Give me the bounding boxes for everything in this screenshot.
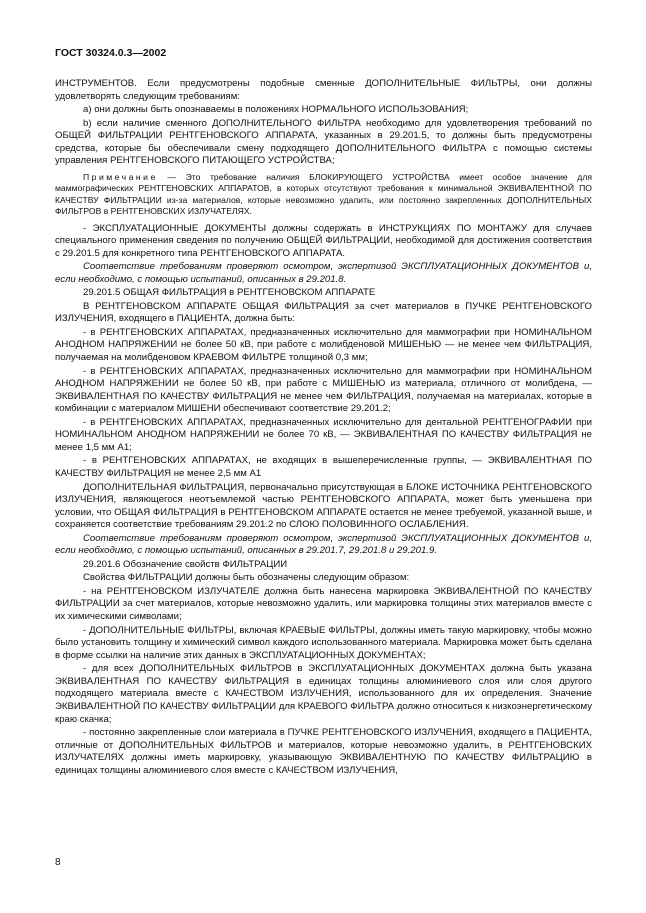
note-text: — Это требование наличия БЛОКИРУЮЩЕГО УСТРОЙСТВА имеет особое значение для маммографических РЕНТГЕНОВСКИХ АППАРАТОВ, в которых отсутствуют требования к минимальной ЭКВИВАЛЕНТНОЙ ПО КАЧЕСТВУ ФИЛЬТРАЦИИ из-за материалов, которые невозможно удалить, или постоянно закрепленных ДОПОЛНИТЕЛЬНЫХ ФИЛЬТРОВ в РЕНТГЕНОВСКИХ ИЗЛУЧАТЕЛЯХ. [55,171,592,217]
compliance-note: Соответствие требованиям проверяют осмотром, экспертизой ЭКСПЛУАТАЦИОННЫХ ДОКУМЕНТОВ и, если необходимо, с помощью испытаний, описанных в 29.201.7, 29.201.8 и 29.201.9. [55,532,592,557]
paragraph: - ЭКСПЛУАТАЦИОННЫЕ ДОКУМЕНТЫ должны содержать в ИНСТРУКЦИЯХ ПО МОНТАЖУ для случаев специального применения сведения по получению ОБЩЕЙ ФИЛЬТРАЦИИ, необходимой для достижения соответствия с 29.201.5 для конкретного типа РЕНТГЕНОВСКОГО АППАРАТА. [55,222,592,259]
page-number: 8 [55,857,61,868]
document-body [55,78,592,778]
note [55,172,592,218]
list-item: b) если наличие сменного ДОПОЛНИТЕЛЬНОГО ФИЛЬТРА необходимо для удовлетворения требований по ОБЩЕЙ ФИЛЬТРАЦИИ РЕНТГЕНОВСКОГО АППАРАТА, указанных в 29.201.5, то должны быть предусмотрены средства, которые бы обеспечивали смену подходящего ДОПОЛНИТЕЛЬНОГО ФИЛЬТРА с помощью системы управления РЕНТГЕНОВСКОГО ПИТАЮЩЕГО УСТРОЙСТВА; [55,117,592,167]
list-item: - в РЕНТГЕНОВСКИХ АППАРАТАХ, предназначенных исключительно для маммографии при НОМИНАЛЬНОМ АНОДНОМ НАПРЯЖЕНИИ не более 50 кВ, при работе с молибденовой МИШЕНЬЮ — не менее чем ФИЛЬТРАЦИЯ, получаемая на молибденовом КРАЕВОМ ФИЛЬТРЕ толщиной 0,3 мм; [55,326,592,364]
paragraph: Свойства ФИЛЬТРАЦИИ должны быть обозначены следующим образом: [83,572,410,584]
paragraph: ДОПОЛНИТЕЛЬНАЯ ФИЛЬТРАЦИЯ, первоначально присутствующая в БЛОКЕ ИСТОЧНИКА РЕНТГЕНОВСКОГО ИЗЛУЧЕНИЯ, являющегося неотъемлемой частью РЕНТГЕНОВСКОГО АППАРАТА, может быть уменьшена при условии, что ОБЩАЯ ФИЛЬТРАЦИЯ в РЕНТГЕНОВСКОМ АППАРАТЕ остается не менее требуемой, указанной выше, и сохраняется соответствие требованиям 29.201.2 по СЛОЮ ПОЛОВИННОГО ОСЛАБЛЕНИЯ. [55,481,592,531]
compliance-note: Соответствие требованиям проверяют осмотром, экспертизой ЭКСПЛУАТАЦИОННЫХ ДОКУМЕНТОВ и, если необходимо, с помощью испытаний, описанных в 29.201.8. [55,261,592,285]
section-heading: 29.201.5 ОБЩАЯ ФИЛЬТРАЦИЯ в РЕНТГЕНОВСКОМ АППАРАТЕ [83,287,376,299]
list-item: - для всех ДОПОЛНИТЕЛЬНЫХ ФИЛЬТРОВ в ЭКСПЛУАТАЦИОННЫХ ДОКУМЕНТАХ должна быть указана ЭКВИВАЛЕНТНАЯ ПО КАЧЕСТВУ ФИЛЬТРАЦИЯ в единицах толщины алюминиевого слоя или слоя другого подходящего материала вместе с КАЧЕСТВОМ ИЗЛУЧЕНИЯ, использованного для их определения. Значение ЭКВИВАЛЕНТНОЙ ПО КАЧЕСТВУ ФИЛЬТРАЦИИ для КРАЕВОГО ФИЛЬТРА должно относиться к низкоэнергетическому краю скачка; [55,663,592,725]
list-item: - в РЕНТГЕНОВСКИХ АППАРАТАХ, не входящих в вышеперечисленные группы, — ЭКВИВАЛЕНТНАЯ ПО КАЧЕСТВУ ФИЛЬТРАЦИЯ не менее 2,5 мм А1 [55,455,592,480]
list-item: - на РЕНТГЕНОВСКОМ ИЗЛУЧАТЕЛЕ должна быть нанесена маркировка ЭКВИВАЛЕНТНОЙ ПО КАЧЕСТВУ ФИЛЬТРАЦИИ за счет материалов, которые невозможно удалить, или маркировка толщины этих материалов вместе с их химическими символами; [55,585,592,623]
paragraph: В РЕНТГЕНОВСКОМ АППАРАТЕ ОБЩАЯ ФИЛЬТРАЦИЯ за счет материалов в ПУЧКЕ РЕНТГЕНОВСКОГО ИЗЛУЧЕНИЯ, входящего в ПАЦИЕНТА, должна быть: [55,300,592,325]
section-heading: 29.201.6 Обозначение свойств ФИЛЬТРАЦИИ [83,558,288,570]
list-item: - постоянно закрепленные слои материала в ПУЧКЕ РЕНТГЕНОВСКОГО ИЗЛУЧЕНИЯ, входящего в ПАЦИЕНТА, отличные от ДОПОЛНИТЕЛЬНЫХ ФИЛЬТРОВ и материалов, которые невозможно удалить, в РЕНТГЕНОВСКИХ ИЗЛУЧАТЕЛЯХ должны иметь маркировку, указывающую ЭКВИВАЛЕНТНУЮ ПО КАЧЕСТВУ ФИЛЬТРАЦИЮ в единицах толщины алюминиевого слоя вместе с КАЧЕСТВОМ ИЗЛУЧЕНИЯ, [55,727,592,776]
list-item: а) они должны быть опознаваемы в положениях НОРМАЛЬНОГО ИСПОЛЬЗОВАНИЯ; [83,104,469,116]
note-label: Примечание [83,171,158,182]
list-item: - ДОПОЛНИТЕЛЬНЫЕ ФИЛЬТРЫ, включая КРАЕВЫЕ ФИЛЬТРЫ, должны иметь такую маркировку, чтобы можно было установить толщину и химический символ каждого использованного материала. Маркировка может быть сделана в форме ссылки на наличие этих данных в ЭКСПЛУАТАЦИОННЫХ ДОКУМЕНТАХ; [55,624,592,661]
list-item: - в РЕНТГЕНОВСКИХ АППАРАТАХ, предназначенных исключительно для маммографии при НОМИНАЛЬНОМ АНОДНОМ НАПРЯЖЕНИИ не более 50 кВ, при работе с МИШЕНЬЮ из материала, отличного от молибдена, — ЭКВИВАЛЕНТНАЯ ПО КАЧЕСТВУ ФИЛЬТРАЦИЯ не менее чем ФИЛЬТРАЦИЯ, получаемая на материалах, которые в комбинации с материалом МИШЕНИ обеспечивают соответствие 29.201.2; [55,365,592,415]
list-item: - в РЕНТГЕНОВСКИХ АППАРАТАХ, предназначенных исключительно для дентальной РЕНТГЕНОГРАФИИ при НОМИНАЛЬНОМ АНОДНОМ НАПРЯЖЕНИИ не более 70 кВ, — ЭКВИВАЛЕНТНАЯ ПО КАЧЕСТВУ ФИЛЬТРАЦИЯ не менее 1,5 мм А1; [55,416,592,453]
standard-header: ГОСТ 30324.0.3—2002 [55,47,167,59]
paragraph: ИНСТРУМЕНТОВ. Если предусмотрены подобные сменные ДОПОЛНИТЕЛЬНЫЕ ФИЛЬТРЫ, они должны удовлетворять следующим требованиям: [55,78,592,102]
